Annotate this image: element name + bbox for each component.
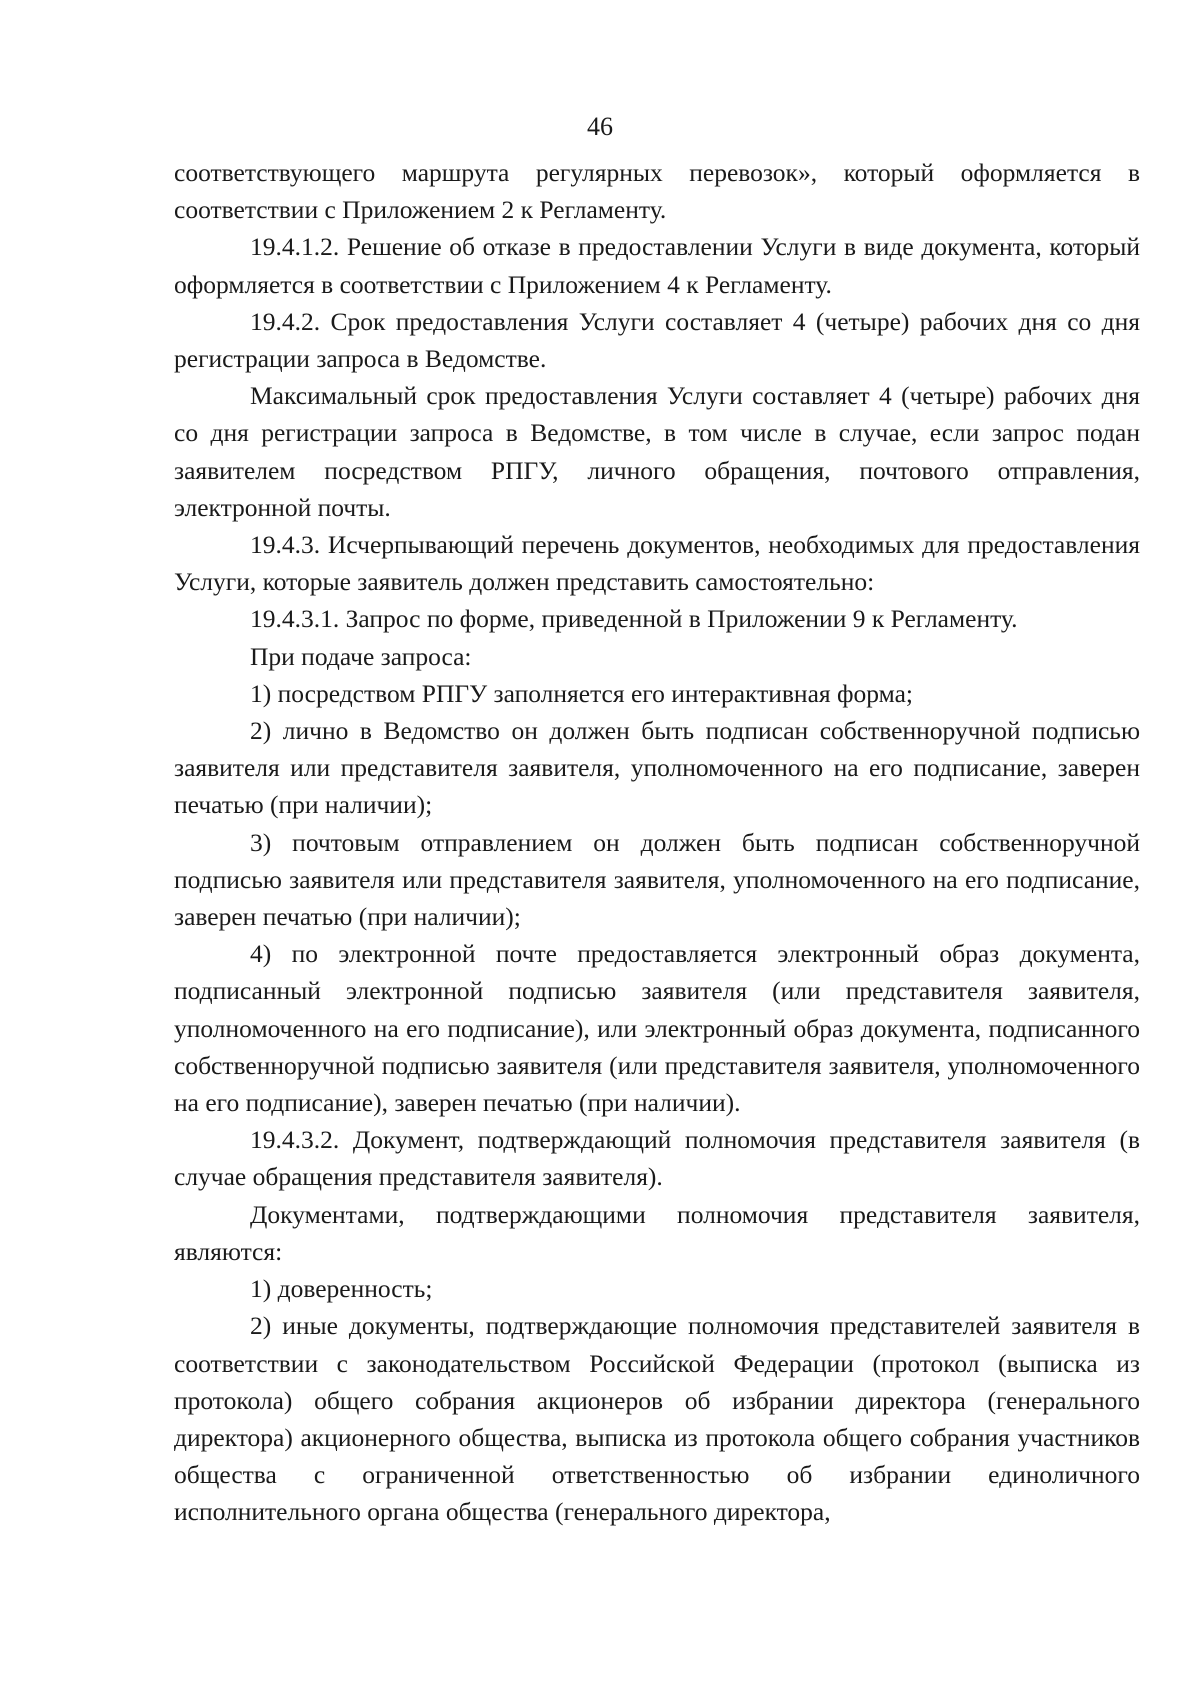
paragraph-19-4-3-1: 19.4.3.1. Запрос по форме, приведенной в Приложении 9 к Регламенту.: [250, 604, 1018, 634]
paragraph-submission-intro: При подаче запроса:: [250, 641, 472, 671]
paragraph-continuation: соответствующего маршрута регулярных перевозок», который оформляется в соответствии с Приложением 2 к Регламенту.: [174, 158, 1140, 225]
paragraph-19-4-1-2: 19.4.1.2. Решение об отказе в предоставлении Услуги в виде документа, который оформляется в соответствии с Приложением 4 к Регламенту.: [174, 232, 1140, 299]
list-item-1-power-of-attorney: 1) доверенность;: [250, 1274, 433, 1304]
document-body: [174, 154, 1140, 1531]
paragraph-max-term: Максимальный срок предоставления Услуги составляет 4 (четыре) рабочих дня со дня регистрации запроса в Ведомстве, в том числе в случае, если запрос подан заявителем посредством РПГУ, личного обращения, почтового отправления, электронной почты.: [174, 381, 1140, 522]
page-number: 46: [587, 112, 613, 141]
paragraph-19-4-2: 19.4.2. Срок предоставления Услуги составляет 4 (четыре) рабочих дня со дня регистрации запроса в Ведомстве.: [174, 306, 1140, 374]
paragraph-authority-documents: Документами, подтверждающими полномочия представителя заявителя, являются:: [174, 1199, 1140, 1266]
list-item-2-other-documents: 2) иные документы, подтверждающие полномочия представителей заявителя в соответствии с законодательством Российской Федерации (протокол (выписка из протокола) общего собрания акционеров об избрании директора (генерального директора) акционерного общества, выписка из протокола общего собрания участников общества с ограниченной ответственностью об избрании единоличного исполнительного органа общества (генерального директора,: [174, 1311, 1140, 1527]
list-item-2-in-person: 2) лично в Ведомство он должен быть подписан собственноручной подписью заявителя или представителя заявителя, уполномоченного на его подписание, заверен печатью (при наличии);: [174, 716, 1140, 820]
list-item-4-email: 4) по электронной почте предоставляется электронный образ документа, подписанный электронной подписью заявителя (или представителя заявителя, уполномоченного на его подписание), или электронный образ документа, подписанного собственноручной подписью заявителя (или представителя заявителя, уполномоченного на его подписание), заверен печатью (при наличии).: [174, 939, 1140, 1118]
paragraph-19-4-3: 19.4.3. Исчерпывающий перечень документов, необходимых для предоставления Услуги, которые заявитель должен представить самостоятельно:: [174, 530, 1140, 597]
list-item-1-rpgu: 1) посредством РПГУ заполняется его интерактивная форма;: [250, 678, 913, 708]
list-item-3-postal: 3) почтовым отправлением он должен быть подписан собственноручной подписью заявителя или представителя заявителя, уполномоченного на его подписание, заверен печатью (при наличии);: [174, 827, 1140, 932]
paragraph-19-4-3-2: 19.4.3.2. Документ, подтверждающий полномочия представителя заявителя (в случае обращения представителя заявителя).: [174, 1125, 1140, 1192]
